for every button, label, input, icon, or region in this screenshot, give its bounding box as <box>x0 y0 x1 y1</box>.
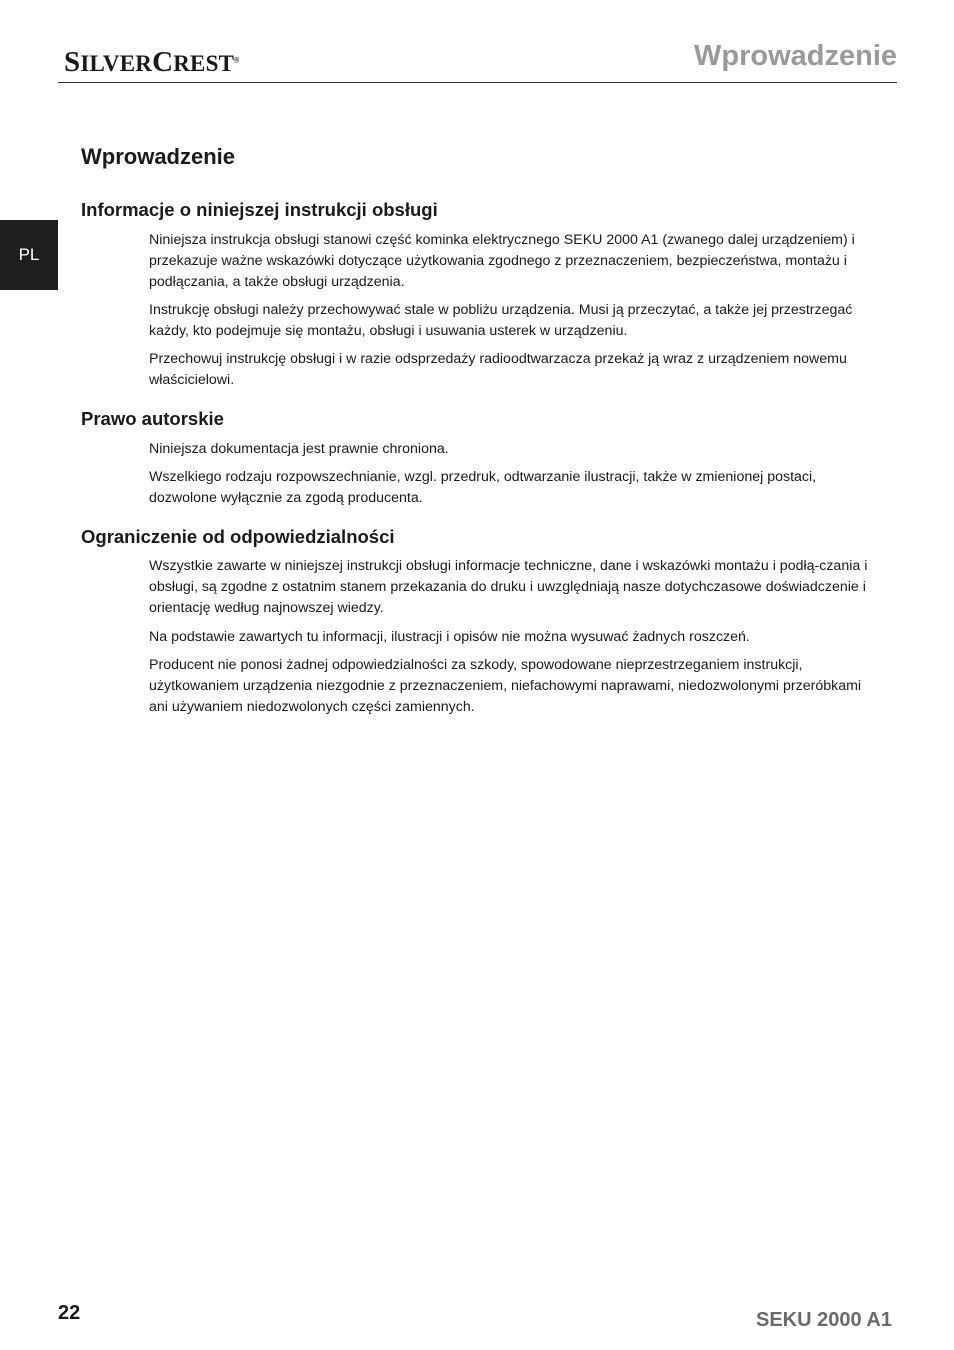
paragraph: Niniejsza dokumentacja jest prawnie chroniona. <box>149 441 449 457</box>
paragraph: Niniejsza instrukcja obsługi stanowi część kominka elektrycznego SEKU 2000 A1 (zwanego dalej urządzeniem) i przekazuje ważne wskazówki dotyczące użytkowania zgodnego z przeznaczeniem, bezpieczeństwa, montażu i podłączania, a także obsługi urządzenia. <box>149 232 855 290</box>
header-title: Wprowadzenie <box>693 40 897 72</box>
silvercrest-logo: SILVERCREST® <box>64 46 240 78</box>
page-title: Wprowadzenie <box>81 144 236 169</box>
paragraph: Wszelkiego rodzaju rozpowszechnianie, wzgl. przedruk, odtwarzanie ilustracji, także w zmienionej postaci, dozwolone wyłącznie za zgodą producenta. <box>149 469 817 506</box>
paragraph: Producent nie ponosi żadnej odpowiedzialności za szkody, spowodowane nieprzestrzeganiem instrukcji, użytkowaniem urządzenia niezgodnie z przeznaczeniem, niefachowymi naprawami, niedozwolonymi przeróbkami ani używaniem niedozwolonych części zamiennych. <box>149 657 862 715</box>
paragraph: Wszystkie zawarte w niniejszej instrukcji obsługi informacje techniczne, dane i wskazówki montażu i podłą-czania i obsługi, są zgodne z ostatnim stanem przekazania do druku i uwzględniają nasze dotychczasowe doświadczenie i orientację według najnowszej wiedzy. <box>149 558 868 616</box>
paragraph: Przechowuj instrukcję obsługi i w razie odsprzedaży radioodtwarzacza przekaż ją wraz z urządzeniem nowemu właścicielowi. <box>149 351 847 388</box>
paragraph: Instrukcję obsługi należy przechowywać stale w pobliżu urządzenia. Musi ją przeczytać, a także jej przestrzegać każdy, kto podejmuje się montażu, obsługi i usuwania usterek w urządzeniu. <box>149 302 853 339</box>
page-number: 22 <box>58 1302 81 1324</box>
section-heading-copyright: Prawo autorskie <box>81 408 224 429</box>
language-tab: PL <box>0 220 58 290</box>
page-header <box>58 36 897 83</box>
paragraph: Na podstawie zawartych tu informacji, ilustracji i opisów nie można wysuwać żadnych roszczeń. <box>149 629 750 645</box>
section-heading-liability: Ograniczenie od odpowiedzialności <box>81 526 395 547</box>
section-heading-manual-info: Informacje o niniejszej instrukcji obsługi <box>81 199 438 220</box>
model-name: SEKU 2000 A1 <box>756 1309 892 1331</box>
